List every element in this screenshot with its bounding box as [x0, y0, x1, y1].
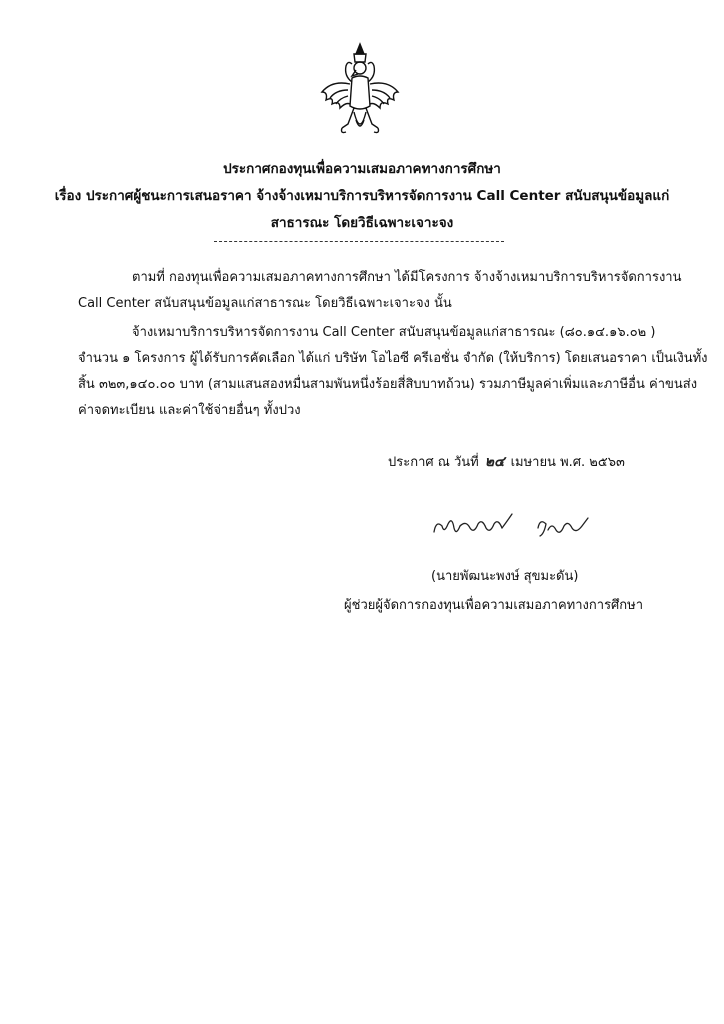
body-line: ค่าจดทะเบียน และค่าใช้จ่ายอื่นๆ ทั้งปวง — [78, 403, 301, 418]
announcement-date — [388, 451, 625, 473]
body-line: จ้างเหมาบริการบริหารจัดการงาน Call Center สนับสนุนข้อมูลแก่สาธารณะ (๘๐.๑๔.๑๖.๐๒ ) — [132, 325, 656, 340]
date-day-handwritten: ๒๔ — [484, 454, 505, 470]
announcement-title: ประกาศกองทุนเพื่อความเสมอภาคทางการศึกษา — [223, 161, 501, 177]
subject-line: เรื่อง ประกาศผู้ชนะการเสนอราคา จ้างจ้างเหมาบริการบริหารจัดการงาน Call Center สนับสนุนข้อมูลแก่ — [54, 188, 670, 204]
body-line: จำนวน ๑ โครงการ ผู้ได้รับการคัดเลือก ได้แก่ บริษัท โอไอซี ครีเอชั่น จำกัด (ให้บริการ) โดยเสนอราคา เป็นเงินทั้ง — [78, 351, 708, 366]
body-line: Call Center สนับสนุนข้อมูลแก่สาธารณะ โดยวิธีเฉพาะเจาะจง นั้น — [78, 296, 452, 311]
garuda-emblem-icon — [318, 40, 402, 144]
handwritten-signature — [430, 506, 595, 544]
separator-line — [214, 241, 504, 242]
signer-title: ผู้ช่วยผู้จัดการกองทุนเพื่อความเสมอภาคทางการศึกษา — [344, 598, 644, 613]
signer-name: (นายพัฒนะพงษ์ สุขมะดัน) — [431, 569, 579, 584]
body-line: สิ้น ๓๒๓,๑๔๐.๐๐ บาท (สามแสนสองหมื่นสามพันหนึ่งร้อยสี่สิบบาทถ้วน) รวมภาษีมูลค่าเพิ่มและภาษีอื่น ค่าขนส่ง — [78, 377, 698, 392]
date-prefix: ประกาศ ณ วันที่ — [388, 455, 479, 470]
date-suffix: เมษายน พ.ศ. ๒๕๖๓ — [510, 455, 625, 470]
subject-line: สาธารณะ โดยวิธีเฉพาะเจาะจง — [270, 215, 454, 231]
body-line: ตามที่ กองทุนเพื่อความเสมอภาคทางการศึกษา ได้มีโครงการ จ้างจ้างเหมาบริการบริหารจัดการงาน — [132, 270, 682, 285]
